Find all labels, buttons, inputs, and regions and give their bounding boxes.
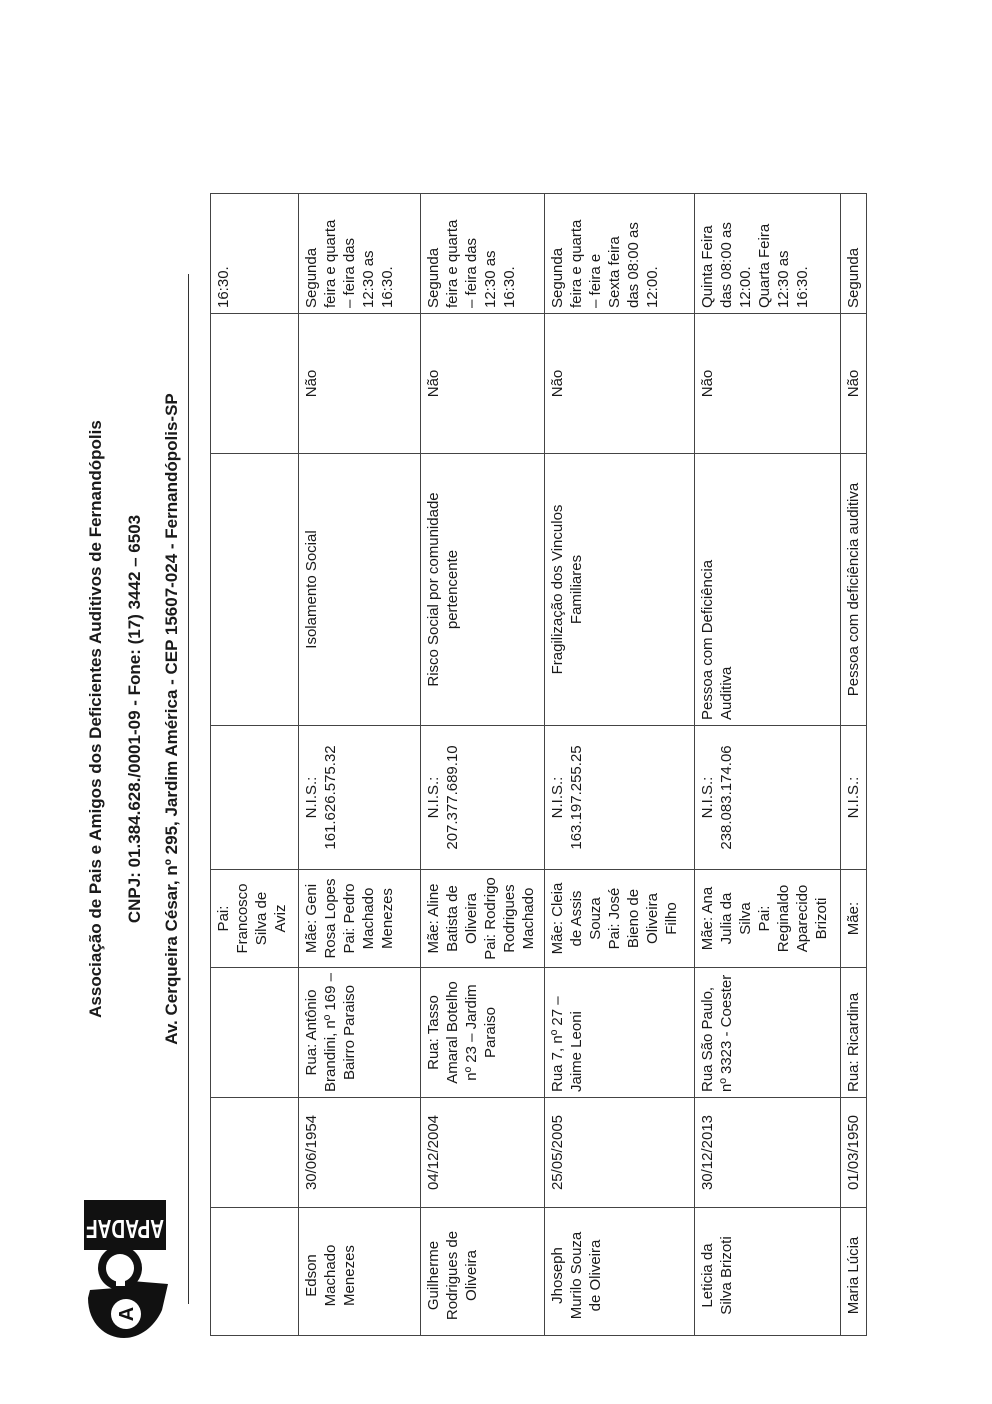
nis-label: N.I.S.: xyxy=(845,776,862,819)
schedule-cell-line: feira e quarta xyxy=(568,219,585,308)
schedule-cell xyxy=(299,194,421,314)
name-cell-line: Guilherme xyxy=(425,1240,442,1311)
name-cell xyxy=(841,1208,867,1336)
birth-cell xyxy=(299,1098,421,1208)
schedule-cell xyxy=(545,194,695,314)
birth-cell-text: 30/06/1954 xyxy=(303,1114,320,1191)
situation-cell xyxy=(299,454,421,726)
parents-cell-line: Rosa Lopes xyxy=(322,878,339,959)
name-cell-line: de Oliveira xyxy=(587,1239,604,1312)
table-row xyxy=(299,194,421,1336)
parents-cell-line: Mãe: Cleia xyxy=(549,882,566,955)
schedule-cell xyxy=(695,194,841,314)
nis-number: 163.197.255.25 xyxy=(568,745,585,850)
parents-cell-line: Machado xyxy=(360,887,377,950)
situation-cell xyxy=(421,454,545,726)
parents-cell-line: Mãe: Geni xyxy=(303,883,320,954)
beneficiaries-table xyxy=(210,193,867,1336)
schedule-cell-line: – feira das xyxy=(341,237,358,308)
parents-cell-line: Oliveira xyxy=(463,893,480,944)
parents-cell-line: Francosco xyxy=(234,883,251,954)
nis-cell xyxy=(299,726,421,870)
schedule-cell-line: das 08:00 as xyxy=(625,222,642,308)
parents-cell xyxy=(211,870,299,968)
parents-cell-line: Aparecido xyxy=(794,884,811,953)
schedule-cell-text: 16:30. xyxy=(215,266,232,308)
birth-cell-text: 25/05/2005 xyxy=(549,1114,566,1191)
association-name: Associação de Pais e Amigos dos Deficientes Auditivos de Fernandópolis xyxy=(86,420,105,1018)
parents-cell-line: Julia da xyxy=(718,892,735,945)
situation-cell-line: Fragilização dos Vinculos xyxy=(549,504,566,675)
situation-cell-line: Familiares xyxy=(568,554,585,625)
parents-cell-line: Machado xyxy=(520,887,537,950)
schedule-cell-line: Segunda xyxy=(845,247,862,308)
address-cell-line: Amaral Botelho xyxy=(444,981,461,1084)
address-cell-line: nº 3323 - Coester xyxy=(718,974,735,1092)
schedule-cell-line: 16:30. xyxy=(501,266,518,308)
parents-cell-line: Pai: xyxy=(215,905,232,932)
parents-cell-line: Pai: Rodrigo xyxy=(482,877,499,960)
parents-cell-line: Pai: José xyxy=(606,887,623,950)
address-cell xyxy=(299,968,421,1098)
table-row xyxy=(421,194,545,1336)
situation-cell xyxy=(211,454,299,726)
nis-cell xyxy=(421,726,545,870)
benefit-cell xyxy=(695,314,841,454)
schedule-cell-line: 16:30. xyxy=(794,266,811,308)
schedule-cell-line: feira e quarta xyxy=(322,219,339,308)
parents-cell-line: Pai: xyxy=(756,905,773,932)
address-cell-line: Rua 7, nº 27 – xyxy=(549,996,566,1092)
nis-number: 207.377.689.10 xyxy=(444,745,461,850)
nis-number: 238.083.174.06 xyxy=(718,745,735,850)
parents-cell-line: Filho xyxy=(663,902,680,935)
birth-cell xyxy=(695,1098,841,1208)
address-line: Av. Cerqueira César, nº 295, Jardim América - CEP 15607-024 - Fernandópolis-SP xyxy=(162,393,181,1045)
benefit-cell xyxy=(299,314,421,454)
benefit-cell xyxy=(211,314,299,454)
address-cell xyxy=(695,968,841,1098)
schedule-cell-line: Sexta feira xyxy=(606,236,623,308)
table-row xyxy=(695,194,841,1336)
name-cell-line: Leticia da xyxy=(699,1243,716,1308)
nis-cell xyxy=(545,726,695,870)
schedule-cell-line: Segunda xyxy=(425,247,442,308)
birth-cell xyxy=(545,1098,695,1208)
name-cell-line: Oliveira xyxy=(463,1250,480,1301)
parents-cell-line: Silva de xyxy=(253,891,270,946)
situation-cell-line: Isolamento Social xyxy=(303,530,320,649)
address-cell-line: Brandini, nº 169 – xyxy=(322,973,339,1092)
svg-text:APADAF: APADAF xyxy=(86,1214,164,1244)
name-cell-line: Jhoseph xyxy=(549,1247,566,1304)
parents-cell-line: Aviz xyxy=(272,904,289,933)
situation-cell xyxy=(841,454,867,726)
benefit-cell-text: Não xyxy=(845,369,862,398)
situation-cell xyxy=(545,454,695,726)
situation-cell xyxy=(695,454,841,726)
birth-cell xyxy=(421,1098,545,1208)
svg-text:A: A xyxy=(116,1306,138,1322)
birth-cell-text: 30/12/2013 xyxy=(699,1114,716,1191)
parents-cell xyxy=(545,870,695,968)
name-cell-line: Machado xyxy=(322,1244,339,1307)
parents-cell xyxy=(421,870,545,968)
table-row xyxy=(545,194,695,1336)
situation-cell-line: Auditiva xyxy=(718,666,735,720)
schedule-cell xyxy=(421,194,545,314)
benefit-cell-text: Não xyxy=(303,369,320,398)
birth-cell-text: 04/12/2004 xyxy=(425,1114,442,1191)
birth-cell-text: 01/03/1950 xyxy=(845,1114,862,1191)
name-cell-line: Maria Lúcia xyxy=(845,1236,862,1315)
parents-cell-line: Menezes xyxy=(379,888,396,949)
name-cell-line: Edson xyxy=(303,1254,320,1297)
nis-label: N.I.S.: xyxy=(303,776,320,819)
schedule-cell-line: feira e quarta xyxy=(444,219,461,308)
parents-cell-line: Batista de xyxy=(444,885,461,952)
benefit-cell-text: Não xyxy=(549,369,566,398)
schedule-cell-line: Segunda xyxy=(549,247,566,308)
name-cell-line: Rodrigues de xyxy=(444,1230,461,1321)
benefit-cell-text: Não xyxy=(699,369,716,398)
name-cell-line: Menezes xyxy=(341,1245,358,1306)
schedule-cell-line: Quinta Feira xyxy=(699,225,716,308)
schedule-cell-line: 12:00. xyxy=(737,266,754,308)
nis-cell xyxy=(695,726,841,870)
schedule-cell xyxy=(211,194,299,314)
nis-label: N.I.S.: xyxy=(699,776,716,819)
benefit-cell-text: Não xyxy=(425,369,442,398)
address-cell xyxy=(421,968,545,1098)
name-cell xyxy=(545,1208,695,1336)
nis-cell xyxy=(841,726,867,870)
name-cell xyxy=(299,1208,421,1336)
table-row xyxy=(841,194,867,1336)
address-cell-line: Rua: Antônio xyxy=(303,989,320,1076)
name-cell-line: Murilo Souza xyxy=(568,1231,585,1320)
name-cell xyxy=(421,1208,545,1336)
benefit-cell xyxy=(421,314,545,454)
schedule-cell-line: Quarta Feira xyxy=(756,223,773,308)
schedule-cell-line: – feira e xyxy=(587,253,604,308)
address-cell xyxy=(841,968,867,1098)
name-cell xyxy=(695,1208,841,1336)
address-cell-line: Paraiso xyxy=(482,1007,499,1058)
nis-cell xyxy=(211,726,299,870)
address-cell xyxy=(545,968,695,1098)
birth-cell xyxy=(211,1098,299,1208)
name-cell xyxy=(211,1208,299,1336)
header-rule xyxy=(188,274,189,1304)
parents-cell-line: Reginaldo xyxy=(775,884,792,953)
schedule-cell-line: 12:30 as xyxy=(775,250,792,308)
parents-cell-line: Bieno de xyxy=(625,888,642,949)
situation-cell-line: Pessoa com deficiência auditiva xyxy=(845,482,862,697)
parents-cell-line: Mãe: xyxy=(845,901,862,936)
nis-label: N.I.S.: xyxy=(425,776,442,819)
schedule-cell-line: 12:30 as xyxy=(360,250,377,308)
address-cell-line: Jaime Leoni xyxy=(568,1011,585,1092)
schedule-cell-line: das 08:00 as xyxy=(718,222,735,308)
parents-cell-line: de Assis xyxy=(568,890,585,947)
parents-cell-line: Mãe: Aline xyxy=(425,883,442,954)
address-cell-line: Rua São Paulo, xyxy=(699,986,716,1092)
schedule-cell-line: 12:30 as xyxy=(482,250,499,308)
table-row-continued xyxy=(211,194,299,1336)
address-cell-line: Rua: Ricardina xyxy=(845,992,862,1092)
parents-cell-line: Silva xyxy=(737,902,754,935)
benefit-cell xyxy=(545,314,695,454)
parents-cell-line: Pai: Pedro xyxy=(341,883,358,954)
situation-cell-line: pertencente xyxy=(444,549,461,630)
schedule-cell xyxy=(841,194,867,314)
parents-cell xyxy=(299,870,421,968)
schedule-cell-line: Segunda xyxy=(303,247,320,308)
situation-cell-line: Risco Social por comunidade xyxy=(425,492,442,687)
schedule-cell-line: 12:00. xyxy=(644,266,661,308)
address-cell-line: Rua: Tasso xyxy=(425,995,442,1070)
parents-cell-line: Souza xyxy=(587,897,604,940)
address-cell-line: nº 23 – Jardim xyxy=(463,984,480,1081)
address-cell xyxy=(211,968,299,1098)
parents-cell-line: Rodrigues xyxy=(501,884,518,953)
situation-cell-line: Pessoa com Deficiência xyxy=(699,559,716,720)
schedule-cell-line: – feira das xyxy=(463,237,480,308)
birth-cell xyxy=(841,1098,867,1208)
apadaf-logo xyxy=(80,1196,170,1346)
cnpj-phone: CNPJ: 01.384.628./0001-09 - Fone: (17) 3442 – 6503 xyxy=(125,514,144,924)
benefit-cell xyxy=(841,314,867,454)
nis-label: N.I.S.: xyxy=(549,776,566,819)
parents-cell xyxy=(695,870,841,968)
nis-number: 161.626.575.32 xyxy=(322,745,339,850)
address-cell-line: Bairro Paraiso xyxy=(341,984,358,1081)
parents-cell xyxy=(841,870,867,968)
schedule-cell-line: 16:30. xyxy=(379,266,396,308)
name-cell-line: Silva Brizoti xyxy=(718,1236,735,1315)
parents-cell-line: Mãe: Ana xyxy=(699,886,716,951)
parents-cell-line: Brizoti xyxy=(813,897,830,940)
parents-cell-line: Oliveira xyxy=(644,893,661,944)
